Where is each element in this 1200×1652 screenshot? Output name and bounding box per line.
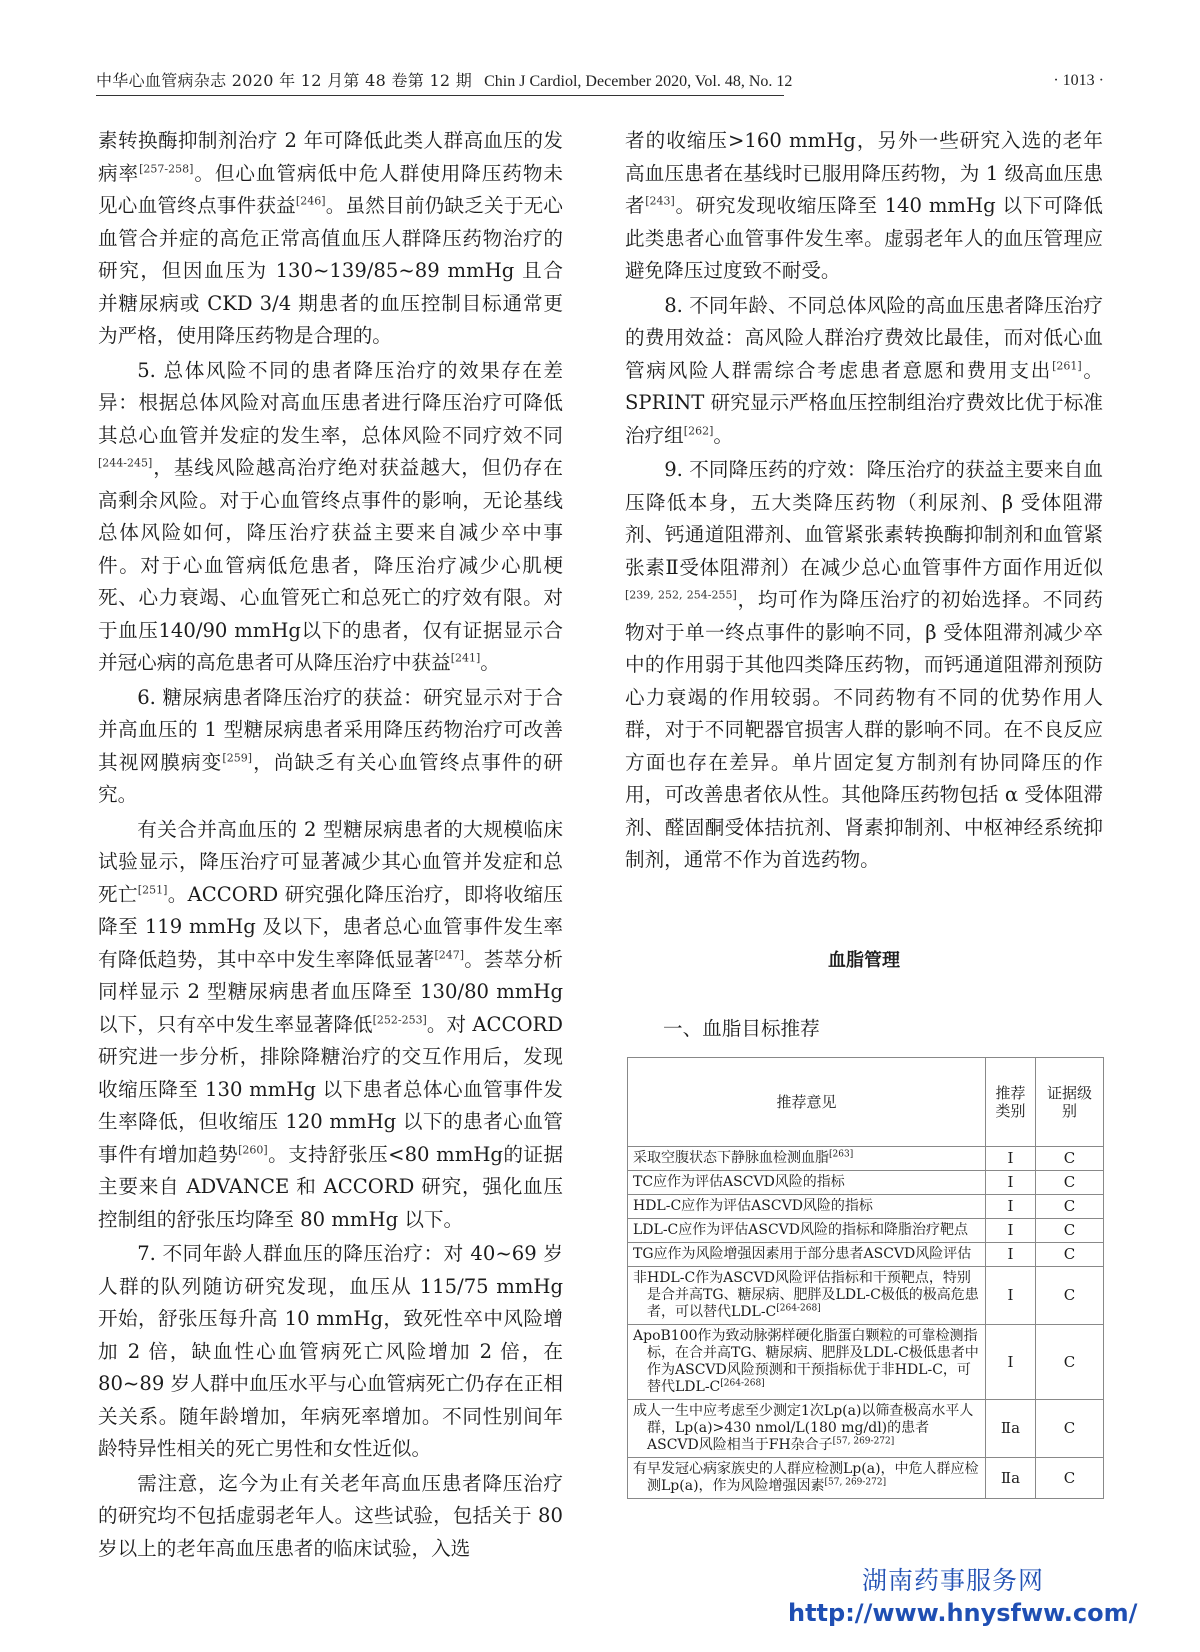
- journal-name-en: Chin J Cardiol, December 2020, Vol. 48, No. 12: [484, 73, 793, 90]
- paragraph: [625, 290, 1103, 453]
- cell-text: [633, 1403, 980, 1454]
- text-run: 7. 不同年龄人群血压的降压治疗：对 40~69 岁人群的队列随访研究发现，血压从 115/75 mmHg 开始，舒张压每升高 10 mmHg，致死性卒中风险增加 2 倍，缺血性心血管病死亡风险增加 2 倍，在 80~89 岁人群中血压水平与心血管病死亡仍存在正相关关系。随年龄增加，年病死率增加。不同性别间年龄特异性相关的死亡男性和女性近似。: [98, 1242, 563, 1460]
- text-run: 5. 总体风险不同的患者降压治疗的效果存在差异：根据总体风险对高血压患者进行降压治疗可降低其总心血管并发症的发生率，总体风险不同疗效不同: [98, 358, 563, 447]
- table-row: [628, 1400, 1104, 1458]
- header-level: 证据级别: [1036, 1058, 1104, 1147]
- header-citation: [96, 68, 792, 95]
- recommendation-text: [628, 1400, 986, 1458]
- text-run: TG应作为风险增强因素用于部分患者ASCVD风险评估: [633, 1246, 972, 1262]
- text-run: ，均可作为降压治疗的初始选择。不同药物对于单一终点事件的影响不同，β 受体阻滞剂减少卒中的作用弱于其他四类降压药物，而钙通道阻滞剂预防心力衰竭的作用较弱。不同药物有不同的优势作用人群，对于不同靶器官损害人群的影响不同。在不良反应方面也存在差异。单片固定复方制剂有协同降压的作用，可改善患者依从性。其他降压药物包括 α 受体阻滞剂、醛固酮受体拮抗剂、肾素抑制剂、中枢神经系统抑制剂，通常不作为首选药物。: [625, 588, 1103, 871]
- text-run: 有关合并高血压的 2 型糖尿病患者的大规模临床试验显示，降压治疗可显著减少其心血管并发症和总死亡: [98, 817, 563, 906]
- text-run: 9. 不同降压药的疗效：降压治疗的获益主要来自血压降低本身，五大类降压药物（利尿剂、β 受体阻滞剂、钙通道阻滞剂、血管紧张素转换酶抑制剂和血管紧张素Ⅱ受体阻滞剂）在减少总心血管事件方面作用近似: [625, 458, 1103, 579]
- recommendation-class: Ⅰ: [986, 1219, 1036, 1243]
- right-column: [625, 125, 1103, 875]
- cell-text: [633, 1328, 980, 1396]
- paragraph: [625, 454, 1103, 875]
- table-row: [628, 1147, 1104, 1171]
- citation-ref: [264-268]: [776, 1303, 821, 1314]
- text-run: 。ACCORD 研究强化降压治疗，即将收缩压降至 119 mmHg 及以下，患者总心血管事件发生率有降低趋势，其中卒中发生率降低显著: [98, 882, 563, 971]
- text-run: TC应作为评估ASCVD风险的指标: [633, 1174, 845, 1190]
- recommendation-class: Ⅰ: [986, 1195, 1036, 1219]
- citation-ref: [259]: [222, 750, 252, 764]
- citation-ref: [247]: [434, 947, 465, 961]
- text-run: 。虽然目前仍缺乏关于无心血管合并症的高危正常高值血压人群降压药物治疗的研究，但因血压为 130~139/85~89 mmHg 且合并糖尿病或 CKD 3/4 期患者的血压控制目标通常更为严格，使用降压药物是合理的。: [98, 194, 563, 347]
- recommendation-class: Ⅰ: [986, 1243, 1036, 1267]
- cell-text: [633, 1246, 980, 1263]
- table-row: [628, 1219, 1104, 1243]
- recommendation-text: [628, 1171, 986, 1195]
- table-row: [628, 1458, 1104, 1499]
- text-run: 。SPRINT 研究显示严格血压控制组治疗费效比优于标准治疗组: [625, 358, 1103, 447]
- citation-ref: [241]: [450, 651, 481, 665]
- cell-text: [633, 1174, 980, 1191]
- recommendation-text: [628, 1147, 986, 1171]
- cell-text: [633, 1198, 980, 1215]
- table-row: [628, 1243, 1104, 1267]
- citation-ref: [257-258]: [139, 161, 194, 175]
- citation-ref: [252-253]: [372, 1012, 427, 1026]
- paragraph: [98, 1468, 563, 1561]
- paragraph: [625, 125, 1103, 288]
- header-recommendation: 推荐意见: [628, 1058, 986, 1147]
- recommendation-text: [628, 1458, 986, 1499]
- watermark-url: http://www.hnysfww.com/: [788, 1599, 1138, 1627]
- text-run: 非HDL-C作为ASCVD风险评估指标和干预靶点，特别是合并高TG、糖尿病、肥胖及LDL-C极低的极高危患者，可以替代LDL-C: [633, 1270, 979, 1320]
- recommendation-table: [627, 1057, 1104, 1499]
- text-run: 。研究发现收缩压降至 140 mmHg 以下可降低此类患者心血管事件发生率。虚弱老年人的血压管理应避免降压过度致不耐受。: [625, 194, 1103, 282]
- citation-ref: [263]: [829, 1149, 854, 1160]
- table-row: [628, 1195, 1104, 1219]
- site-watermark: [788, 1565, 1138, 1629]
- text-run: ，尚缺乏有关心血管终点事件的研究。: [98, 750, 563, 806]
- recommendation-class: Ⅰ: [986, 1171, 1036, 1195]
- evidence-level: C: [1036, 1219, 1104, 1243]
- cell-text: [633, 1461, 980, 1495]
- recommendation-class: Ⅰ: [986, 1267, 1036, 1325]
- paragraph: [98, 814, 563, 1237]
- header-rule: [96, 95, 784, 96]
- watermark-name: 湖南药事服务网: [861, 1566, 1044, 1595]
- text-run: 。: [480, 651, 500, 674]
- recommendation-class: Ⅱa: [986, 1458, 1036, 1499]
- text-run: 成人一生中应考虑至少测定1次Lp(a)以筛查极高水平人群，Lp(a)>430 nmol/L(180 mg/dl)的患者ASCVD风险相当于FH杂合子: [633, 1403, 974, 1453]
- recommendation-text: [628, 1243, 986, 1267]
- journal-name-cn: 中华心血管病杂志 2020 年 12 月第 48 卷第 12 期: [96, 71, 473, 90]
- text-run: 6. 糖尿病患者降压治疗的获益：研究显示对于合并高血压的 1 型糖尿病患者采用降压药物治疗可改善其视网膜病变: [98, 685, 563, 774]
- evidence-level: C: [1036, 1458, 1104, 1499]
- evidence-level: C: [1036, 1147, 1104, 1171]
- recommendation-class: Ⅰ: [986, 1147, 1036, 1171]
- section-heading: 血脂管理: [828, 950, 900, 971]
- citation-ref: [239, 252, 254-255]: [625, 588, 737, 602]
- recommendation-text: [628, 1325, 986, 1400]
- citation-ref: [260]: [238, 1142, 268, 1156]
- recommendation-text: [628, 1267, 986, 1325]
- text-run: 需注意，迄今为止有关老年高血压患者降压治疗的研究均不包括虚弱老年人。这些试验，包括关于 80 岁以上的老年高血压患者的临床试验，入选: [98, 1471, 563, 1560]
- evidence-level: C: [1036, 1171, 1104, 1195]
- table-row: [628, 1325, 1104, 1400]
- text-run: LDL-C应作为评估ASCVD风险的指标和降脂治疗靶点: [633, 1222, 969, 1238]
- recommendation-text: [628, 1195, 986, 1219]
- citation-ref: [246]: [295, 194, 326, 208]
- citation-ref: [244-245]: [98, 456, 153, 470]
- evidence-level: C: [1036, 1195, 1104, 1219]
- page-number: · 1013 ·: [1053, 72, 1104, 89]
- citation-ref: [57, 269-272]: [832, 1436, 895, 1447]
- cell-text: [633, 1150, 980, 1167]
- evidence-level: C: [1036, 1400, 1104, 1458]
- text-run: ，基线风险越高治疗绝对获益越大，但仍存在高剩余风险。对于心血管终点事件的影响，无论基线总体风险如何，降压治疗获益主要来自减少卒中事件。对于心血管病低危患者，降压治疗减少心肌梗死、心力衰竭、心血管死亡和总死亡的疗效有限。对于血压140/90 mmHg以下的患者，仅有证据显示合并冠心病的高危患者可从降压治疗中获益: [98, 456, 563, 674]
- citation-ref: [261]: [1052, 358, 1082, 372]
- text-run: 。荟萃分析同样显示 2 型糖尿病患者血压降至 130/80 mmHg 以下，只有卒中发生率显著降低: [98, 947, 563, 1036]
- recommendation-class: Ⅱa: [986, 1400, 1036, 1458]
- table-row: [628, 1267, 1104, 1325]
- text-run: 。: [713, 423, 733, 447]
- subsection-heading: 一、血脂目标推荐: [663, 1017, 820, 1040]
- header-class: 推荐类别: [986, 1058, 1036, 1147]
- evidence-level: C: [1036, 1325, 1104, 1400]
- citation-ref: [57, 269-272]: [824, 1477, 887, 1488]
- evidence-level: C: [1036, 1267, 1104, 1325]
- text-run: ApoB100作为致动脉粥样硬化脂蛋白颗粒的可靠检测指标，在合并高TG、糖尿病、肥胖及LDL-C极低患者中作为ASCVD风险预测和干预指标优于非HDL-C，可替代LDL-C: [633, 1328, 979, 1395]
- citation-ref: [243]: [645, 194, 675, 208]
- running-header: [96, 68, 1104, 94]
- text-run: 。支持舒张压<80 mmHg的证据主要来自 ADVANCE 和 ACCORD 研究，强化血压控制组的舒张压均降至 80 mmHg 以下。: [98, 1142, 563, 1231]
- text-run: 。对 ACCORD 研究进一步分析，排除降糖治疗的交互作用后，发现收缩压降至 130 mmHg 以下患者总体心血管事件发生率降低，但收缩压 120 mmHg 以下的患者心血管事件有增加趋势: [98, 1012, 563, 1166]
- table-header-row: [628, 1058, 1104, 1147]
- text-run: 8. 不同年龄、不同总体风险的高血压患者降压治疗的费用效益：高风险人群治疗费效比最佳，而对低心血管病风险人群需综合考虑患者意愿和费用支出: [625, 293, 1103, 382]
- paragraph: [98, 125, 563, 353]
- cell-text: [633, 1222, 980, 1239]
- text-run: 素转换酶抑制剂治疗 2 年可降低此类人群高血压的发病率: [98, 129, 563, 185]
- paragraph: [98, 355, 563, 680]
- text-run: 采取空腹状态下静脉血检测血脂: [633, 1150, 829, 1166]
- text-run: 者的收缩压>160 mmHg，另外一些研究入选的老年高血压患者在基线时已服用降压药物，为 1 级高血压患者: [625, 129, 1103, 217]
- table-row: [628, 1171, 1104, 1195]
- citation-ref: [251]: [137, 882, 168, 896]
- text-run: HDL-C应作为评估ASCVD风险的指标: [633, 1198, 873, 1214]
- paragraph: [98, 1238, 563, 1466]
- citation-ref: [262]: [683, 423, 714, 437]
- citation-ref: [264-268]: [720, 1378, 765, 1389]
- paragraph: [98, 682, 563, 812]
- text-run: 。但心血管病低中危人群使用降压药物未见心血管终点事件获益: [98, 161, 563, 217]
- recommendation-text: [628, 1219, 986, 1243]
- text-run: 有早发冠心病家族史的人群应检测Lp(a)，中危人群应检测Lp(a)，作为风险增强因素: [633, 1461, 979, 1494]
- left-column: [98, 125, 563, 1560]
- recommendation-class: Ⅰ: [986, 1325, 1036, 1400]
- evidence-level: C: [1036, 1243, 1104, 1267]
- cell-text: [633, 1270, 980, 1321]
